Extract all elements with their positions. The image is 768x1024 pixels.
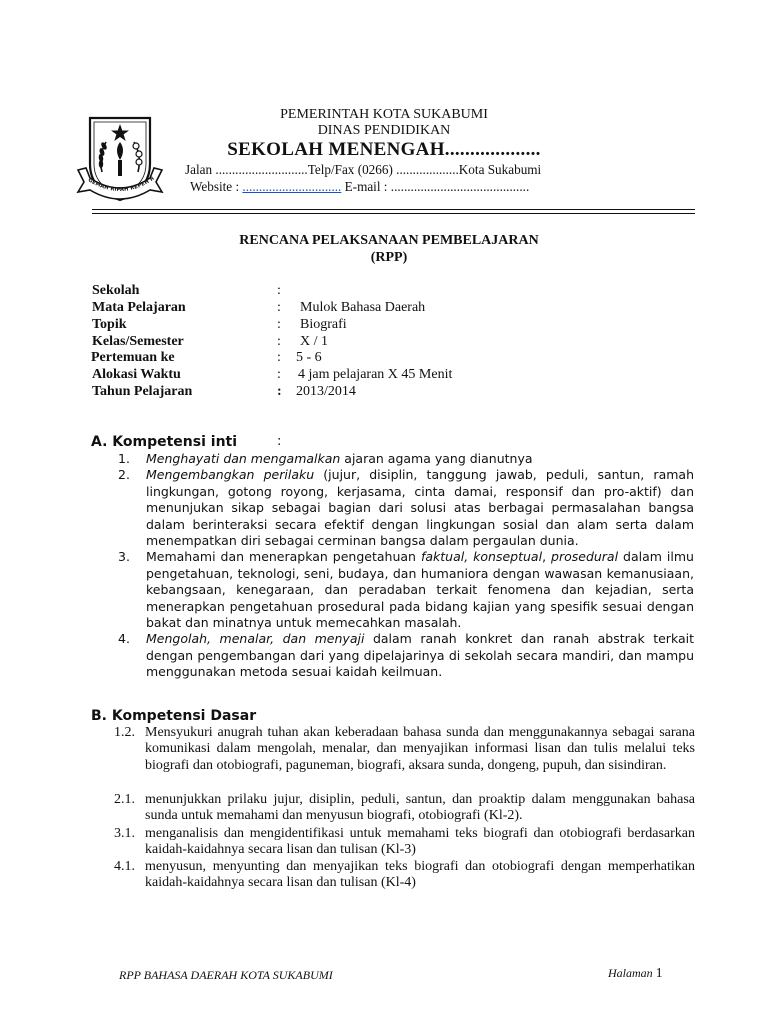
identity-colon: :: [277, 334, 281, 349]
school-name: SEKOLAH MENENGAH...................: [227, 139, 541, 160]
item-number: 3.1.: [114, 826, 135, 841]
header-address: Jalan ............................Telp/Fax (0266) ...................Kota Sukabumi: [185, 162, 542, 177]
item-text: ajaran agama yang dianutnya: [340, 451, 533, 466]
header-rule-thick: [92, 209, 695, 210]
item-number: 1.2.: [114, 725, 135, 740]
item-number: 1.: [118, 451, 130, 466]
identity-value: X / 1: [300, 334, 328, 349]
identity-label: Sekolah: [92, 283, 140, 298]
identity-colon: :: [277, 350, 281, 365]
section-b-heading: B. Kompetensi Dasar: [91, 708, 257, 724]
item-emphasis: Mengolah, menalar, dan menyaji: [146, 631, 365, 646]
item-text: (jujur, disiplin, tanggung jawab, peduli, santun, ramah lingkungan, gotong royong, kerjasama, cinta damai, responsif dan pro-aktif) dan menunjukan sikap sebagai bagian dari solusi atas berbagai permasalahan bangsa dalam berinteraksi secara efektif dengan lingkungan sosial dan alam serta dalam menempatkan diri sebagai cerminan bangsa dalam pergaulan dunia.: [146, 467, 694, 548]
seal-motto: GEMAH RIPAH REPEH R: [86, 175, 156, 194]
item-emphasis: prosedural: [551, 549, 619, 564]
item-number: 4.1.: [114, 859, 135, 874]
identity-label: Pertemuan ke: [91, 350, 175, 365]
core-competency-item: [118, 549, 694, 632]
section-a-heading: A. Kompetensi inti: [91, 434, 238, 450]
basic-competency-item: [114, 826, 695, 859]
header-rule-thin: [92, 213, 695, 214]
identity-label: Alokasi Waktu: [92, 367, 181, 382]
item-text: dalam ranah konkret dan ranah abstrak terkait dengan pengembangan dari yang dipelajarinya di sekolah secara mandiri, dan mampu menggunakan metoda sesuai kaidah keilmuan.: [146, 631, 694, 679]
identity-colon: :: [277, 367, 281, 382]
footer-page-label: Halaman: [608, 966, 653, 980]
identity-colon: :: [277, 317, 281, 332]
item-text-mid: ,: [542, 549, 552, 564]
core-competency-item: [118, 451, 694, 468]
item-number: 4.: [118, 631, 130, 646]
basic-competency-item: [114, 859, 695, 892]
identity-value: 2013/2014: [296, 384, 356, 399]
footer-page-number: 1: [655, 966, 663, 981]
footer-page: [608, 966, 663, 982]
identity-value: 5 - 6: [296, 350, 322, 365]
footer-document-name: RPP BAHASA DAERAH KOTA SUKABUMI: [119, 968, 333, 982]
identity-colon: :: [277, 384, 282, 399]
item-emphasis: Mengembangkan perilaku: [146, 467, 315, 482]
core-competency-item: [118, 467, 694, 550]
item-text: Mensyukuri anugrah tuhan akan keberadaan bahasa sunda dan menggunakannya sebagai sarana komunikasi dalam mengolah, menalar, dan menyajikan informasi lisan dan tulis melalui teks biografi dan otobiografi, paguneman, biografi, aksara sunda, dongeng, pupuh, dan sisindiran.: [145, 725, 695, 773]
identity-label: Tahun Pelajaran: [92, 384, 193, 399]
identity-label: Kelas/Semester: [92, 334, 184, 349]
basic-competency-item: [114, 792, 695, 825]
website-link[interactable]: ..............................: [242, 179, 342, 194]
identity-colon: :: [277, 283, 281, 298]
item-text: dalam ilmu pengetahuan, teknologi, seni, budaya, dan humaniora dengan wawasan kemanusiaan, kebangsaan, kenegaraan, dan peradaban terkait fenomena dan kejadian, serta menerapkan pengetahuan prosedural pada bidang kajian yang spesifik sesuai dengan bakat dan minatnya untuk memecahkan masalah.: [146, 549, 694, 630]
header-contact: [190, 179, 529, 195]
identity-value: Mulok Bahasa Daerah: [300, 300, 426, 315]
item-number: 3.: [118, 549, 130, 564]
item-emphasis: faktual, konseptual: [420, 549, 543, 564]
identity-value: 4 jam pelajaran X 45 Menit: [298, 367, 453, 382]
website-label: Website :: [190, 179, 243, 194]
header-department: DINAS PENDIDIKAN: [317, 123, 451, 138]
identity-label: Topik: [92, 317, 127, 332]
item-text: menunjukkan prilaku jujur, disiplin, peduli, santun, dan proaktip dalam menggunakan bahasa sunda untuk memahami dan menyusun biografi, otobiografi (Kl-2).: [145, 792, 695, 824]
item-emphasis: Menghayati dan mengamalkan: [146, 451, 341, 466]
item-text: menyusun, menyunting dan menyajikan teks biografi dan otobiografi dengan memperhatikan kaidah-kaidahnya secara lisan dan tulisan (Kl-4): [145, 859, 695, 891]
item-text: menganalisis dan mengidentifikasi untuk memahami teks biografi dan otobiografi berdasarkan kaidah-kaidahnya secara lisan dan tulisan (Kl-3): [145, 826, 695, 858]
item-number: 2.: [118, 467, 130, 482]
core-competency-item: [118, 631, 694, 681]
identity-value: Biografi: [300, 317, 347, 332]
item-text-pre: Memahami dan menerapkan pengetahuan: [146, 549, 421, 564]
item-number: 2.1.: [114, 792, 135, 807]
identity-label: Mata Pelajaran: [92, 300, 186, 315]
identity-colon: :: [277, 300, 281, 315]
document-title: RENCANA PELAKSANAAN PEMBELAJARAN: [239, 233, 539, 248]
email-text: E-mail : ..........................................: [341, 179, 530, 194]
basic-competency-item: [114, 725, 695, 774]
section-a-colon: :: [277, 434, 282, 449]
document-subtitle: (RPP): [370, 250, 408, 265]
header-government: PEMERINTAH KOTA SUKABUMI: [280, 107, 488, 122]
